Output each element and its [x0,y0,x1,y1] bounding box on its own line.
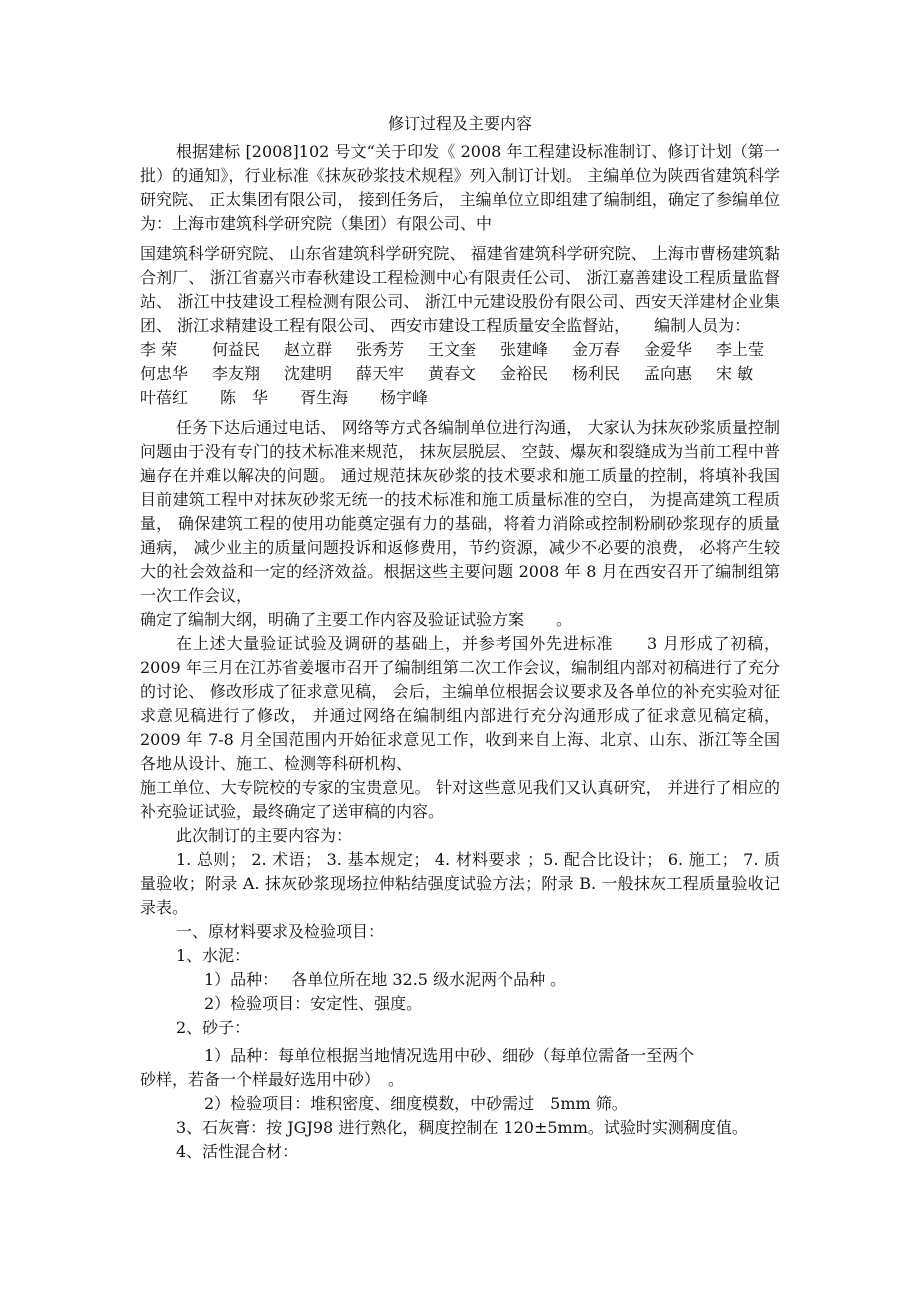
section-heading-raw-materials: 一、原材料要求及检验项目： [176,922,385,941]
paragraph-problem-statement: 任务下达后通过电话、 网络等方式各编制单位进行沟通， 大家认为抹灰砂浆质量控制问题由于没有专门的技术标准来规范， 抹灰层脱层、 空鼓、爆灰和裂缝成为当前工程中普遍存在并难以解决的问题。 通过规范抹灰砂浆的技术要求和施工质量的控制，将填补我国目前建筑工程中对抹灰砂浆无统一的技术标准和施工质量标准的空白， 为提高建筑工程质量， 确保建筑工程的使用功能奠定强有力的基础，将着力消除或控制粉刷砂浆现存的质量通病， 减少业主的质量问题投诉和返修费用，节约资源，减少不必要的浪费， 必将产生较大的社会效益和一定的经济效益。根据这些主要问题 2008 年 8 月在西安召开了编制组第一次工作会议， [140,418,780,605]
editor-names [140,338,780,410]
editor-name: 薛天牢 [356,364,405,383]
document-title: 修订过程及主要内容 [387,114,532,133]
editor-name: 杨宇峰 [380,388,429,407]
editor-name: 何忠华 [140,364,189,383]
editor-name: 李友翔 [212,364,261,383]
editor-name: 黄春文 [428,364,477,383]
editor-name: 王文奎 [428,340,477,359]
editor-name: 金爱华 [644,340,693,359]
names-row-2 [140,362,780,386]
item-sand: 2、砂子： [176,1018,251,1037]
editor-name: 陈 华 [220,388,269,407]
editor-name: 沈建明 [284,364,333,383]
paragraph-drafting-process: 在上述大量验证试验及调研的基础上，并参考国外先进标准 3 月形成了初稿， 2009 年三月在江苏省姜堰市召开了编制组第二次工作会议，编制组内部对初稿进行了充分的讨论、 修改形成了征求意见稿， 会后，主编单位根据会议要求及各单位的补充实验对征求意见稿进行了修改， 并通过网络在编制组内部进行充分沟通形成了征求意见稿定稿， 2009 年 7-8 月全国范围内开始征求意见工作，收到来自上海、北京、山东、浙江等全国各地从设计、施工、检测等科研机构、 [140,634,780,773]
names-row-3 [140,386,780,410]
paragraph-background: 根据建标 [2008]102 号文“关于印发《 2008 年工程建设标准制订、修订计划（第一批）的通知》，行业标准《抹灰砂浆技术规程》列入制订计划。 主编单位为陕西省建筑科学研究院、 正太集团有限公司， 接到任务后， 主编单位立即组建了编制组，确定了参编单位为：上海市建筑科学研究院（集团）有限公司、中 [140,142,780,233]
editor-name: 叶蓓红 [140,388,189,407]
editor-name: 胥生海 [300,388,349,407]
item-cement-tests: 2）检验项目：安定性、强度。 [204,994,423,1013]
editor-name: 金裕民 [500,364,549,383]
editor-name: 金万春 [572,340,621,359]
paragraph-drafting-process-end: 施工单位、大专院校的专家的宝贵意见。 针对这些意见我们又认真研究， 并进行了相应的补充验证试验，最终确定了送审稿的内容。 [140,778,780,821]
item-sand-variety-cont: 砂样，若备一个样最好选用中砂） 。 [140,1070,405,1089]
item-lime-putty: 3、石灰膏：按 JGJ98 进行熟化，稠度控制在 120±5mm。试验时实测稠度值。 [176,1118,748,1137]
paragraph-main-content-intro: 此次制订的主要内容为： [176,826,353,845]
editor-name: 孟向惠 [644,364,693,383]
editor-name: 杨利民 [572,364,621,383]
names-row-1 [140,338,780,362]
editor-name: 张建峰 [500,340,549,359]
editor-name: 何益民 [212,340,261,359]
editor-name: 宋 敏 [716,364,754,383]
document-page [140,112,780,1164]
editor-name: 李 荣 [140,340,178,359]
item-cement-variety: 1）品种： 各单位所在地 32.5 级水泥两个品种 。 [204,970,567,989]
editor-name: 张秀芳 [356,340,405,359]
editor-name: 李上莹 [716,340,765,359]
paragraph-chapter-list: 1. 总则； 2. 术语； 3. 基本规定； 4. 材料要求 ；5. 配合比设计； 6. 施工； 7. 质量验收；附录 A. 抹灰砂浆现场拉伸粘结强度试验方法；附录 B. 一般抹灰工程质量验收记录表。 [140,850,780,917]
editor-name: 赵立群 [284,340,333,359]
item-sand-variety: 1）品种：每单位根据当地情况选用中砂、细砂（每单位需备一至两个 [204,1046,695,1065]
paragraph-problem-statement-end: 确定了编制大纲，明确了主要工作内容及验证试验方案 。 [140,610,573,629]
item-sand-tests: 2）检验项目：堆积密度、细度模数，中砂需过 5mm 筛。 [204,1094,628,1113]
item-cement: 1、水泥： [176,946,251,965]
paragraph-participating-units: 国建筑科学研究院、 山东省建筑科学研究院、 福建省建筑科学研究院、 上海市曹杨建筑黏合剂厂、 浙江省嘉兴市春秋建设工程检测中心有限责任公司、 浙江嘉善建设工程质量监督站、 浙江中技建设工程检测有限公司、 浙江中元建设股份有限公司、西安天洋建材企业集团、 浙江求精建设工程有限公司、 西安市建设工程质量安全监督站， 编制人员为： [140,244,780,335]
item-active-admixture: 4、活性混合材： [176,1142,299,1161]
